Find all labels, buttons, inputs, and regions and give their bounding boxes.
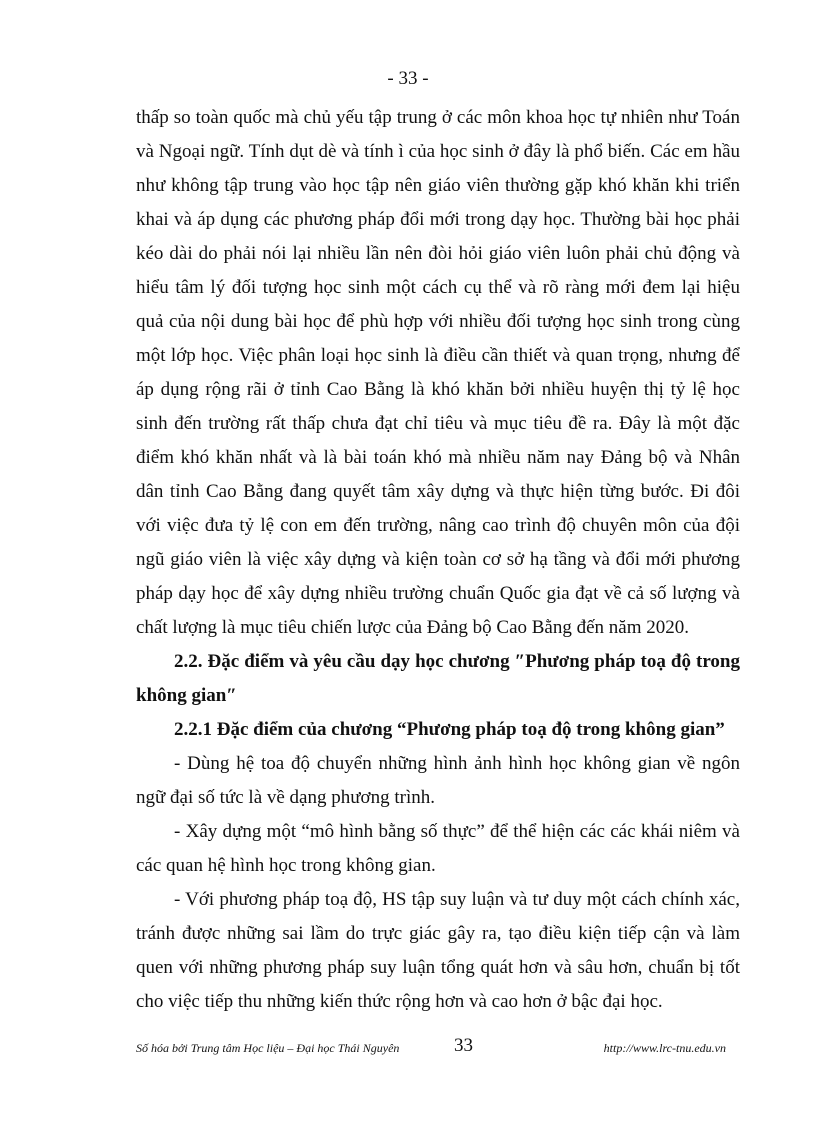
footer-source-text: Số hóa bởi Trung tâm Học liệu – Đại học Thái Nguyên xyxy=(136,1041,400,1055)
footer-url[interactable]: http://www.lrc-tnu.edu.vn xyxy=(603,1041,726,1055)
page-footer xyxy=(136,1035,740,1065)
subsection-heading-2-2-1: 2.2.1 Đặc điểm của chương “Phương pháp toạ độ trong không gian” xyxy=(174,719,725,740)
body-paragraph: thấp so toàn quốc mà chủ yếu tập trung ở các môn khoa học tự nhiên như Toán và Ngoại ngữ. Tính dụt dè và tính ì của học sinh ở đây là phổ biến. Các em hầu như không tập trung vào học tập nên giáo viên thường gặp khó khăn khi triển khai và áp dụng các phương pháp đổi mới trong dạy học. Thường bài học phải kéo dài do phải nói lại nhiều lần nên đòi hỏi giáo viên luôn phải chủ động và hiểu tâm lý đối tượng học sinh một cách cụ thể và rõ ràng mới đem lại hiệu quả của nội dung bài học để phù hợp với nhiều đối tượng học sinh trong cùng một lớp học. Việc phân loại học sinh là điều cần thiết và quan trọng, nhưng để áp dụng rộng rãi ở tỉnh Cao Bằng là khó khăn bởi nhiều huyện thị tỷ lệ học sinh đến trường rất thấp chưa đạt chỉ tiêu và mục tiêu đề ra. Đây là một đặc điểm khó khăn nhất và là bài toán khó mà nhiều năm nay Đảng bộ và Nhân dân tỉnh Cao Bằng đang quyết tâm xây dựng và thực hiện từng bước. Đi đôi với việc đưa tỷ lệ con em đến trường, nâng cao trình độ chuyên môn của đội ngũ giáo viên là việc xây dựng và kiện toàn cơ sở hạ tầng và đổi mới phương pháp dạy học để xây dựng nhiều trường chuẩn Quốc gia đạt về cả số lượng và chất lượng là mục tiêu chiến lược của Đảng bộ Cao Bằng đến năm 2020. xyxy=(136,107,740,638)
bullet-item-1: - Dùng hệ toa độ chuyển những hình ảnh hình học không gian về ngôn ngữ đại số tức là về dạng phương trình. xyxy=(136,753,740,808)
bullet-item-2: - Xây dựng một “mô hình bằng số thực” để thể hiện các các khái niêm và các quan hệ hình học trong không gian. xyxy=(136,821,740,876)
footer-page-number: 33 xyxy=(454,1035,473,1056)
bullet-item-3: - Với phương pháp toạ độ, HS tập suy luận và tư duy một cách chính xác, tránh được những sai lầm do trực giác gây ra, tạo điều kiện tiếp cận và làm quen với những phương pháp suy luận tổng quát hơn và sâu hơn, chuẩn bị tốt cho việc tiếp thu những kiến thức rộng hơn và cao hơn ở bậc đại học. xyxy=(136,889,740,1012)
document-body xyxy=(136,101,740,1019)
page-number-header: - 33 - xyxy=(387,68,429,89)
section-heading-2-2: 2.2. Đặc điểm và yêu cầu dạy học chương ″Phương pháp toạ độ trong không gian″ xyxy=(136,651,740,706)
